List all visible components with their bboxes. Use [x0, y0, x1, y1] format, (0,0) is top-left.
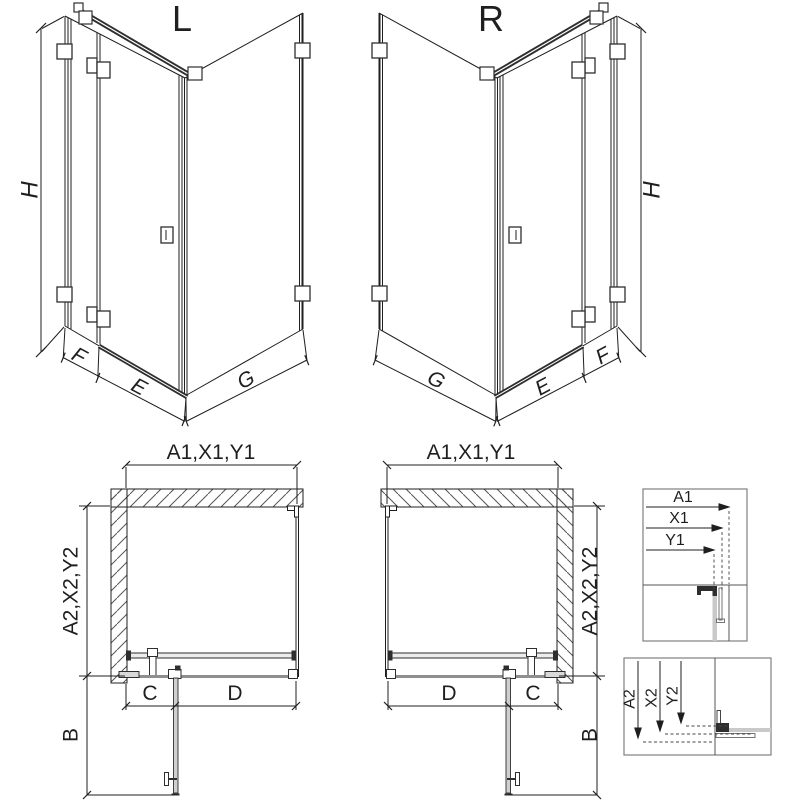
iso-right-title: R [478, 0, 504, 39]
detail-top-label-a1: A1 [673, 489, 693, 506]
detail-box-top [643, 489, 747, 641]
plan-right-dim-c: C [525, 682, 541, 705]
iso-left-dim-f: F [67, 342, 91, 370]
iso-right-dim-h: H [638, 181, 666, 199]
plan-left-dim-side: A2,X2,Y2 [59, 546, 83, 636]
iso-left-title: L [171, 0, 193, 39]
iso-right-dim-f: F [591, 342, 615, 370]
plan-left-dim-d: D [227, 682, 243, 705]
iso-right-dim-g: G [423, 366, 449, 394]
detail-top-label-y1: Y1 [665, 532, 685, 549]
detail-bottom-label-y2: Y2 [664, 686, 682, 706]
iso-left-dim-e: E [127, 373, 151, 401]
plan-view-left [60, 441, 304, 799]
iso-left-dim-h: H [16, 181, 44, 199]
detail-bottom-label-a2: A2 [621, 689, 639, 709]
plan-right-dim-side: A2,X2,Y2 [578, 546, 602, 636]
plan-right-dim-b: B [578, 727, 602, 743]
plan-left-dim-b: B [59, 727, 83, 743]
plan-left-dim-c: C [142, 682, 158, 705]
plan-right-geometry [381, 461, 605, 799]
plan-left-geometry [79, 461, 303, 799]
plan-view-right [381, 441, 605, 799]
iso-right-dim-e: E [531, 373, 555, 401]
plan-right-dim-top: A1,X1,Y1 [426, 441, 516, 464]
detail-box-bottom [622, 658, 772, 755]
iso-view-right [372, 0, 666, 426]
plan-left-dim-top: A1,X1,Y1 [166, 441, 256, 464]
iso-left-dim-g: G [233, 366, 259, 394]
iso-view-left [17, 0, 311, 426]
detail-bottom-label-x2: X2 [643, 688, 661, 708]
detail-top-label-x1: X1 [669, 510, 689, 527]
plan-right-dim-d: D [441, 682, 457, 705]
